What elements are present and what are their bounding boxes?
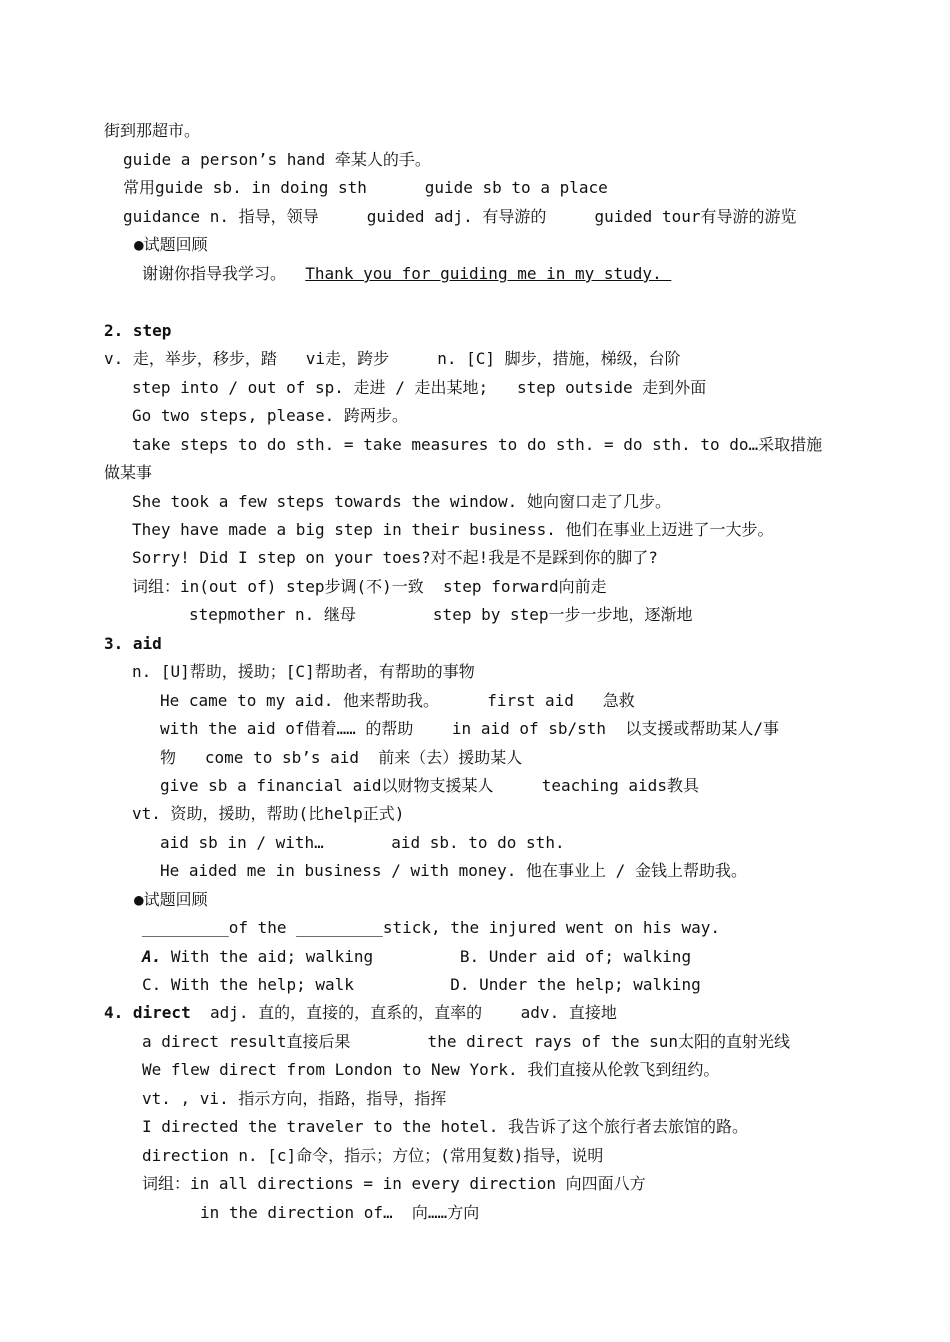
text-line: with the aid of借着…… 的帮助 in aid of sb/sth 以支援或帮助某人/事 (160, 719, 779, 738)
text-line: He aided me in business / with money. 他在事业上 / 金钱上帮助我。 (160, 861, 747, 880)
text-line: 物 come to sb’s aid 前来（去）援助某人 (160, 748, 523, 767)
text-line: I directed the traveler to the hotel. 我告诉了这个旅行者去旅馆的路。 (142, 1117, 749, 1136)
section-marker: ●试题回顾 (134, 235, 208, 254)
heading-aid: 3. aid (104, 634, 162, 653)
text-line: direction n. [c]命令，指示；方位；(常用复数)指导，说明 (142, 1146, 604, 1165)
text-line: stepmother n. 继母 step by step一步一步地，逐渐地 (189, 605, 693, 624)
heading-step: 2. step (104, 321, 172, 340)
exercise-line (142, 264, 671, 284)
text-line: 常用guide sb. in doing sth guide sb to a place (123, 178, 608, 197)
text-line: step into / out of sp. 走进 / 走出某地; step outside 走到外面 (132, 378, 707, 397)
option-text: With the aid; walking B. Under aid of; walking (161, 947, 692, 966)
text-line: in the direction of… 向……方向 (200, 1203, 480, 1222)
text-line: take steps to do sth. = take measures to do sth. = do sth. to do…采取措施 (132, 435, 823, 454)
text-line: aid sb in / with… aid sb. to do sth. (160, 833, 565, 852)
text-line: v. 走，举步，移步，踏 vi走，跨步 n. [C] 脚步，措施，梯级，台阶 (104, 349, 681, 368)
text-line: n. [U]帮助，援助；[C]帮助者，有帮助的事物 (132, 662, 475, 681)
text-line: give sb a financial aid以财物支援某人 teaching aids教具 (160, 776, 699, 795)
text-line: vt. , vi. 指示方向，指路，指导，指挥 (142, 1089, 447, 1108)
text-line: adj. 直的，直接的，直系的，直率的 adv. 直接地 (190, 1003, 617, 1022)
text-line: Go two steps, please. 跨两步。 (132, 406, 408, 425)
exercise-options: C. With the help; walk D. Under the help; walking (142, 975, 701, 994)
text-line: She took a few steps towards the window. 她向窗口走了几步。 (132, 492, 671, 511)
exercise-prompt: 谢谢你指导我学习。 (142, 264, 306, 283)
heading-direct-line (104, 1003, 617, 1023)
text-line: We flew direct from London to New York. 我们直接从伦敦飞到纽约。 (142, 1060, 720, 1079)
answer-letter: A. (142, 947, 162, 966)
exercise-question: _________of the _________stick, the injured went on his way. (142, 918, 720, 937)
exercise-options (142, 947, 691, 967)
text-line: 做某事 (104, 463, 153, 482)
text-line: 词组：in all directions = in every direction 向四面八方 (142, 1174, 646, 1193)
heading-direct: 4. direct (104, 1003, 191, 1022)
text-line: 街到那超市。 (104, 121, 201, 140)
text-line: a direct result直接后果 the direct rays of the sun太阳的直射光线 (142, 1032, 791, 1051)
text-line: guidance n. 指导，领导 guided adj. 有导游的 guided tour有导游的游览 (123, 207, 797, 226)
text-line: Sorry! Did I step on your toes?对不起!我是不是踩到你的脚了? (132, 548, 658, 567)
text-line: 词组：in(out of) step步调(不)一致 step forward向前走 (132, 577, 607, 596)
text-line: guide a person’s hand 牵某人的手。 (123, 150, 431, 169)
exercise-answer: Thank you for guiding me in my study. (305, 264, 672, 283)
text-line: vt. 资助，援助，帮助(比help正式) (132, 804, 405, 823)
text-line: He came to my aid. 他来帮助我。 first aid 急救 (160, 691, 635, 710)
section-marker: ●试题回顾 (134, 890, 208, 909)
text-line: They have made a big step in their business. 他们在事业上迈进了一大步。 (132, 520, 774, 539)
